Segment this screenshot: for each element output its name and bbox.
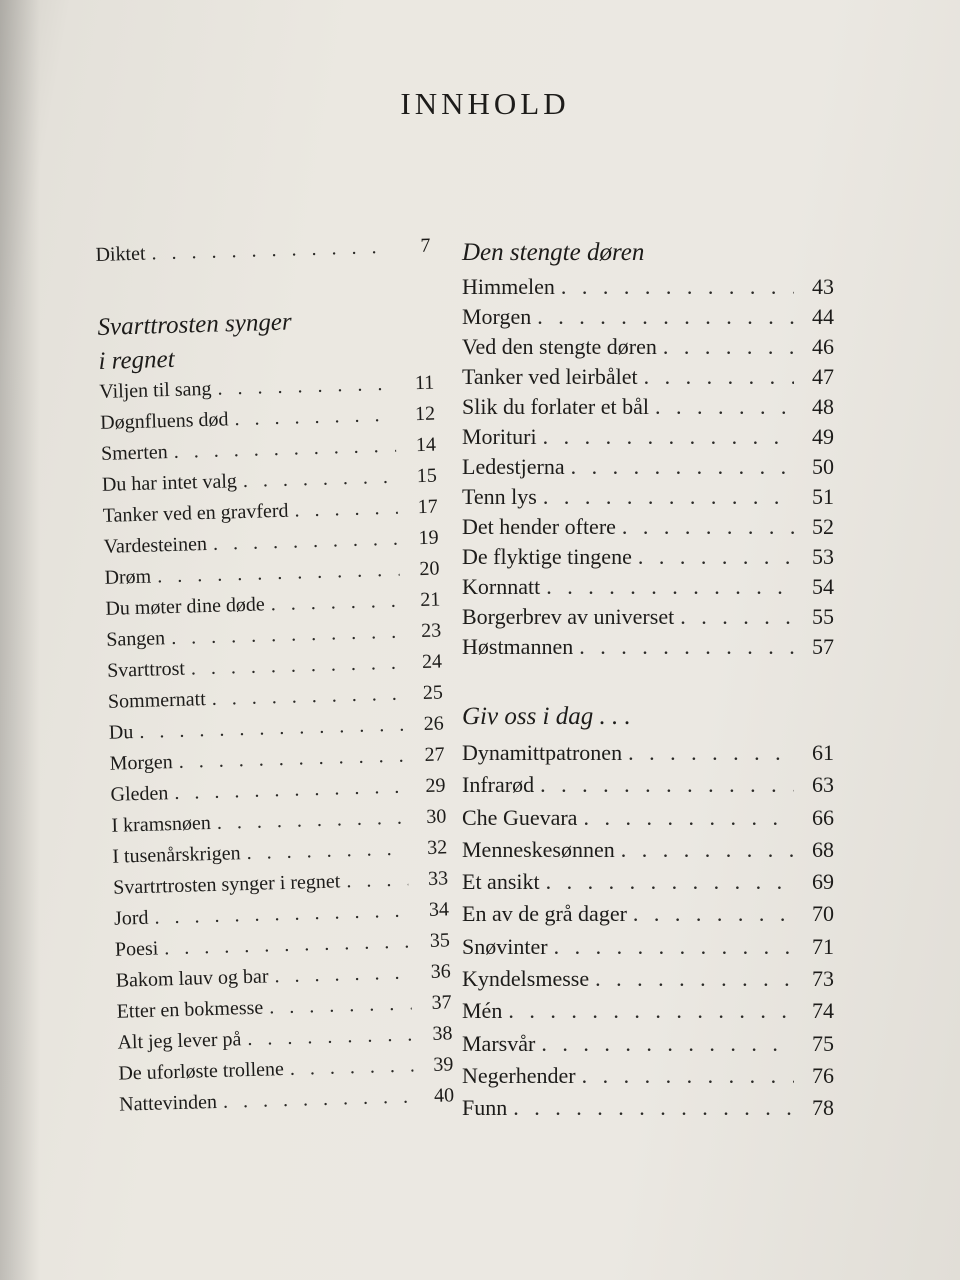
entry-page-number: 12 xyxy=(414,402,436,426)
dot-leader xyxy=(217,807,407,835)
entry-title: Infrarød xyxy=(462,772,535,798)
toc-entry-list xyxy=(99,372,455,1125)
entry-title: Sommernatt xyxy=(107,688,207,713)
toc-entry-list xyxy=(462,274,834,664)
toc-entry xyxy=(462,1063,834,1095)
entry-title: Viljen til sang xyxy=(99,377,212,403)
entry-title: Diktet xyxy=(95,242,146,266)
toc-entry xyxy=(462,805,834,837)
dot-leader xyxy=(346,869,408,894)
entry-page-number: 52 xyxy=(812,514,834,539)
dot-leader xyxy=(546,574,794,600)
page-edge-shadow xyxy=(0,0,40,1280)
entry-title: Du xyxy=(108,721,134,744)
entry-page-number: 29 xyxy=(425,774,446,797)
entry-page-number: 30 xyxy=(426,805,447,828)
toc-entry xyxy=(462,998,834,1030)
dot-leader xyxy=(543,424,794,450)
entry-page-number: 54 xyxy=(812,574,834,599)
dot-leader xyxy=(270,590,400,617)
entry-title: Etter en bokmesse xyxy=(116,996,264,1023)
dot-leader xyxy=(622,514,794,540)
entry-title: Drøm xyxy=(104,565,152,589)
section-heading-line2: i regnet xyxy=(98,345,175,375)
dot-leader xyxy=(513,1095,794,1121)
dot-leader xyxy=(537,304,794,330)
dot-leader xyxy=(540,772,794,798)
entry-title: Høstmannen xyxy=(462,634,574,659)
entry-page-number: 15 xyxy=(416,464,438,488)
entry-page-number: 76 xyxy=(812,1062,834,1088)
entry-title: Gleden xyxy=(110,782,169,806)
entry-title: Du møter dine døde xyxy=(105,593,266,620)
entry-title: Vardesteinen xyxy=(103,532,208,558)
toc-entry xyxy=(462,772,834,804)
toc-entry xyxy=(462,544,834,574)
entry-page-number: 11 xyxy=(414,371,435,395)
entry-title: Bakom lauv og bar xyxy=(115,965,269,992)
dot-leader xyxy=(191,652,403,681)
entry-page-number: 17 xyxy=(417,495,438,519)
entry-title: De uforløste trollene xyxy=(118,1058,285,1085)
toc-entry xyxy=(462,334,834,364)
entry-title: Kyndelsmesse xyxy=(462,966,590,992)
entry-title: Det hender oftere xyxy=(462,514,616,539)
entry-title: Smerten xyxy=(100,441,169,465)
dot-leader xyxy=(541,1031,794,1057)
entry-page-number: 33 xyxy=(427,867,449,890)
entry-page-number: 78 xyxy=(812,1095,834,1121)
entry-page-number: 51 xyxy=(812,484,834,509)
entry-page-number: 50 xyxy=(812,454,834,479)
dot-leader xyxy=(579,634,794,660)
dot-leader xyxy=(247,1023,413,1051)
entry-title: Che Guevara xyxy=(462,804,578,830)
entry-page-number: 63 xyxy=(812,772,834,798)
entry-page-number: 57 xyxy=(812,634,834,659)
entry-title: Morgen xyxy=(109,751,173,775)
entry-title: Himmelen xyxy=(462,274,555,299)
dot-leader xyxy=(211,683,403,711)
dot-leader xyxy=(213,528,399,556)
entry-title: Negerhender xyxy=(462,1062,576,1088)
entry-title: Snøvinter xyxy=(462,933,548,959)
toc-entry xyxy=(462,514,834,544)
entry-title: Du har intet valg xyxy=(101,470,238,496)
entry-title: Et ansikt xyxy=(462,869,540,895)
entry-page-number: 61 xyxy=(812,740,834,765)
entry-page-number: 27 xyxy=(424,743,445,766)
toc-entry xyxy=(462,574,834,604)
dot-leader xyxy=(561,274,794,300)
dot-leader xyxy=(638,544,794,570)
entry-page-number: 47 xyxy=(812,364,834,389)
entry-title: Kornnatt xyxy=(462,574,541,599)
toc-entry xyxy=(462,740,834,772)
dot-leader xyxy=(546,869,794,895)
entry-title: Sangen xyxy=(105,627,166,651)
dot-leader xyxy=(680,604,794,630)
entry-title: Svartrtrosten synger i regnet xyxy=(112,870,341,899)
page-title: INNHOLD xyxy=(400,86,570,121)
dot-leader xyxy=(655,394,794,420)
toc-entry xyxy=(462,604,834,634)
entry-title: Svarttrost xyxy=(106,657,186,682)
toc-entry xyxy=(462,424,834,454)
dot-leader xyxy=(508,998,794,1024)
toc-entry xyxy=(462,934,834,966)
entry-title: Morgen xyxy=(462,304,532,329)
toc-entry xyxy=(462,634,834,664)
dot-leader xyxy=(274,961,411,988)
dot-leader xyxy=(582,1063,794,1089)
toc-entry xyxy=(462,837,834,869)
entry-page-number: 74 xyxy=(812,998,834,1024)
toc-left-column xyxy=(95,227,455,1125)
entry-title: Dynamittpatronen xyxy=(462,740,623,765)
dot-leader xyxy=(663,334,794,360)
entry-page-number: 75 xyxy=(812,1030,834,1056)
dot-leader xyxy=(217,373,394,401)
entry-page-number: 43 xyxy=(812,274,834,299)
toc-entry xyxy=(462,869,834,901)
entry-page-number: 7 xyxy=(420,234,431,257)
section-heading: Den stengte døren xyxy=(462,239,645,266)
dot-leader xyxy=(246,838,407,865)
entry-page-number: 37 xyxy=(431,991,452,1014)
entry-page-number: 48 xyxy=(812,394,834,419)
entry-page-number: 66 xyxy=(812,804,834,830)
dot-leader xyxy=(633,901,794,927)
toc-entry xyxy=(462,454,834,484)
entry-page-number: 55 xyxy=(812,604,834,629)
entry-page-number: 44 xyxy=(812,304,834,329)
dot-leader xyxy=(644,364,794,390)
dot-leader xyxy=(571,454,794,480)
toc-entry xyxy=(462,364,834,394)
entry-title: Alt jeg lever på xyxy=(117,1028,242,1054)
toc-entry xyxy=(462,484,834,514)
entry-page-number: 32 xyxy=(426,836,448,859)
dot-leader xyxy=(243,466,398,493)
entry-page-number: 70 xyxy=(812,901,834,927)
entry-page-number: 71 xyxy=(812,933,834,959)
entry-title: Borgerbrev av universet xyxy=(462,604,675,629)
entry-title: Ved den stengte døren xyxy=(462,334,657,359)
dot-leader xyxy=(628,740,794,766)
toc-entry xyxy=(462,901,834,933)
entry-title: De flyktige tingene xyxy=(462,544,632,569)
entry-page-number: 34 xyxy=(428,898,450,921)
entry-title: Mén xyxy=(462,998,503,1024)
dot-leader xyxy=(173,435,396,464)
dot-leader xyxy=(269,992,412,1019)
entry-page-number: 68 xyxy=(812,836,834,862)
entry-title: I kramsnøen xyxy=(111,811,212,837)
entry-page-number: 24 xyxy=(421,650,443,674)
entry-title: Slik du forlater et bål xyxy=(462,394,649,419)
entry-page-number: 49 xyxy=(812,424,834,449)
entry-page-number: 73 xyxy=(812,966,834,992)
toc-entry xyxy=(462,966,834,998)
toc-entry-list xyxy=(462,740,834,1128)
entry-page-number: 14 xyxy=(415,433,437,457)
entry-page-number: 53 xyxy=(812,544,834,569)
entry-page-number: 40 xyxy=(433,1084,455,1107)
entry-page-number: 26 xyxy=(423,712,445,736)
dot-leader xyxy=(223,1085,415,1113)
entry-title: Ledestjerna xyxy=(462,454,565,479)
section-heading: Giv oss i dag . . . xyxy=(462,703,631,730)
dot-leader xyxy=(621,837,794,863)
dot-leader xyxy=(583,805,794,831)
entry-page-number: 21 xyxy=(419,588,441,612)
entry-page-number: 36 xyxy=(430,960,451,983)
entry-title: Tanker ved leirbålet xyxy=(462,364,638,389)
entry-page-number: 39 xyxy=(432,1053,454,1076)
entry-title: Jord xyxy=(113,906,149,930)
entry-title: Døgnfluens død xyxy=(99,408,229,434)
toc-entry xyxy=(462,394,834,424)
entry-title: Menneskesønnen xyxy=(462,836,615,862)
entry-page-number: 69 xyxy=(812,869,834,895)
entry-title: En av de grå dager xyxy=(462,901,627,927)
dot-leader xyxy=(543,484,794,510)
entry-title: I tusenårskrigen xyxy=(112,842,241,868)
toc-entry xyxy=(462,1031,834,1063)
entry-page-number: 35 xyxy=(429,929,451,952)
entry-title: Nattevinden xyxy=(118,1090,218,1116)
dot-leader xyxy=(554,934,794,960)
entry-page-number: 25 xyxy=(422,681,444,705)
section-heading: Svarttrosten synger xyxy=(97,308,293,341)
entry-page-number: 20 xyxy=(419,557,440,581)
dot-leader xyxy=(294,497,398,523)
toc-entry xyxy=(462,304,834,334)
dot-leader xyxy=(290,1054,414,1080)
entry-page-number: 38 xyxy=(432,1022,453,1045)
entry-title: Tanker ved en gravferd xyxy=(102,499,289,527)
entry-title: Funn xyxy=(462,1095,508,1121)
toc-entry xyxy=(462,274,834,304)
entry-page-number: 23 xyxy=(420,619,442,643)
entry-title: Poesi xyxy=(114,937,159,961)
dot-leader xyxy=(151,236,391,266)
entry-title: Tenn lys xyxy=(462,484,537,509)
dot-leader xyxy=(178,745,405,774)
entry-page-number: 19 xyxy=(418,526,439,550)
entry-page-number: 46 xyxy=(812,334,834,359)
toc-right-column xyxy=(462,236,834,1128)
entry-title: Morituri xyxy=(462,424,537,449)
entry-title: Marsvår xyxy=(462,1030,536,1056)
dot-leader xyxy=(595,966,794,992)
toc-entry xyxy=(462,1095,834,1127)
dot-leader xyxy=(234,404,395,431)
